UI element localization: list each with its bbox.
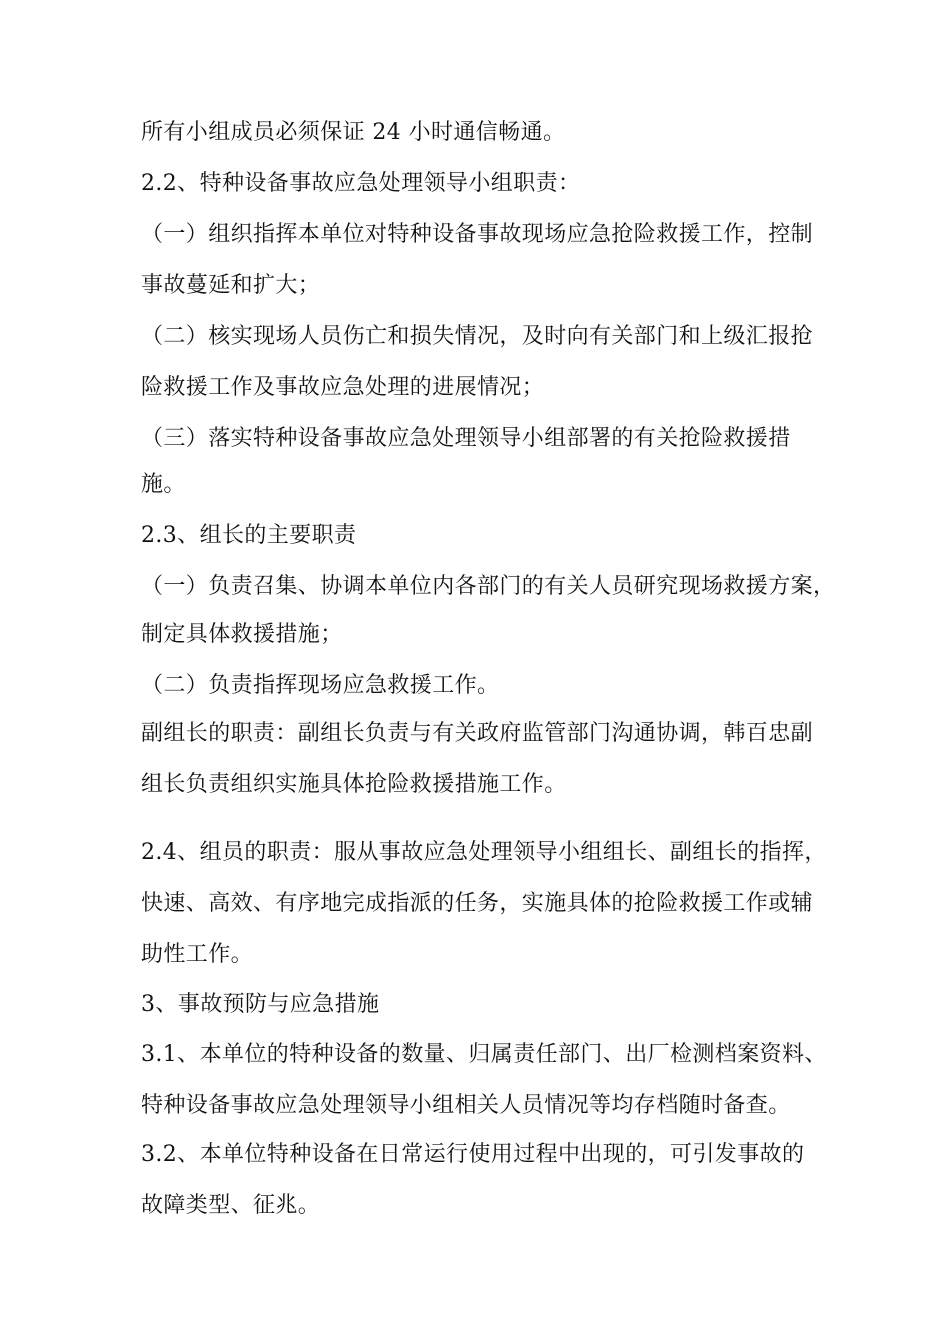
text-line: 险救援工作及事故应急处理的进展情况； (141, 375, 545, 400)
text-line: （二）核实现场人员伤亡和损失情况，及时向有关部门和上级汇报抢 (141, 324, 814, 349)
section-heading: 2.3、组长的主要职责 (141, 523, 357, 548)
text-line: 助性工作。 (141, 942, 254, 967)
text-line: （二）负责指挥现场应急救援工作。 (141, 673, 500, 698)
text-line: 快速、高效、有序地完成指派的任务，实施具体的抢险救援工作或辅 (141, 891, 814, 916)
text-line: 故障类型、征兆。 (141, 1193, 321, 1218)
text-line: 副组长的职责：副组长负责与有关政府监管部门沟通协调，韩百忠副 (141, 721, 814, 746)
text-line: 组长负责组织实施具体抢险救援措施工作。 (141, 772, 567, 797)
text-line: （一）组织指挥本单位对特种设备事故现场应急抢险救援工作，控制 (141, 222, 814, 247)
text-line: 特种设备事故应急处理领导小组相关人员情况等均存档随时备查。 (141, 1093, 791, 1118)
text-line: 3.2、本单位特种设备在日常运行使用过程中出现的，可引发事故的 (141, 1142, 805, 1167)
text-line: （一）负责召集、协调本单位内各部门的有关人员研究现场救援方案， (141, 574, 836, 599)
text-line: 3.1、本单位的特种设备的数量、归属责任部门、出厂检测档案资料、 (141, 1042, 827, 1067)
text-line: 制定具体救援措施； (141, 622, 343, 647)
section-heading: 3、事故预防与应急措施 (141, 992, 380, 1017)
text-line: 所有小组成员必须保证 24 小时通信畅通。 (141, 120, 566, 145)
text-line: 事故蔓延和扩大； (141, 273, 321, 298)
section-heading: 2.2、特种设备事故应急处理领导小组职责： (141, 171, 581, 196)
text-line: 施。 (141, 472, 186, 497)
text-line: （三）落实特种设备事故应急处理领导小组部署的有关抢险救援措 (141, 426, 791, 451)
section-heading: 2.4、组员的职责：服从事故应急处理领导小组组长、副组长的指挥， (141, 840, 827, 865)
